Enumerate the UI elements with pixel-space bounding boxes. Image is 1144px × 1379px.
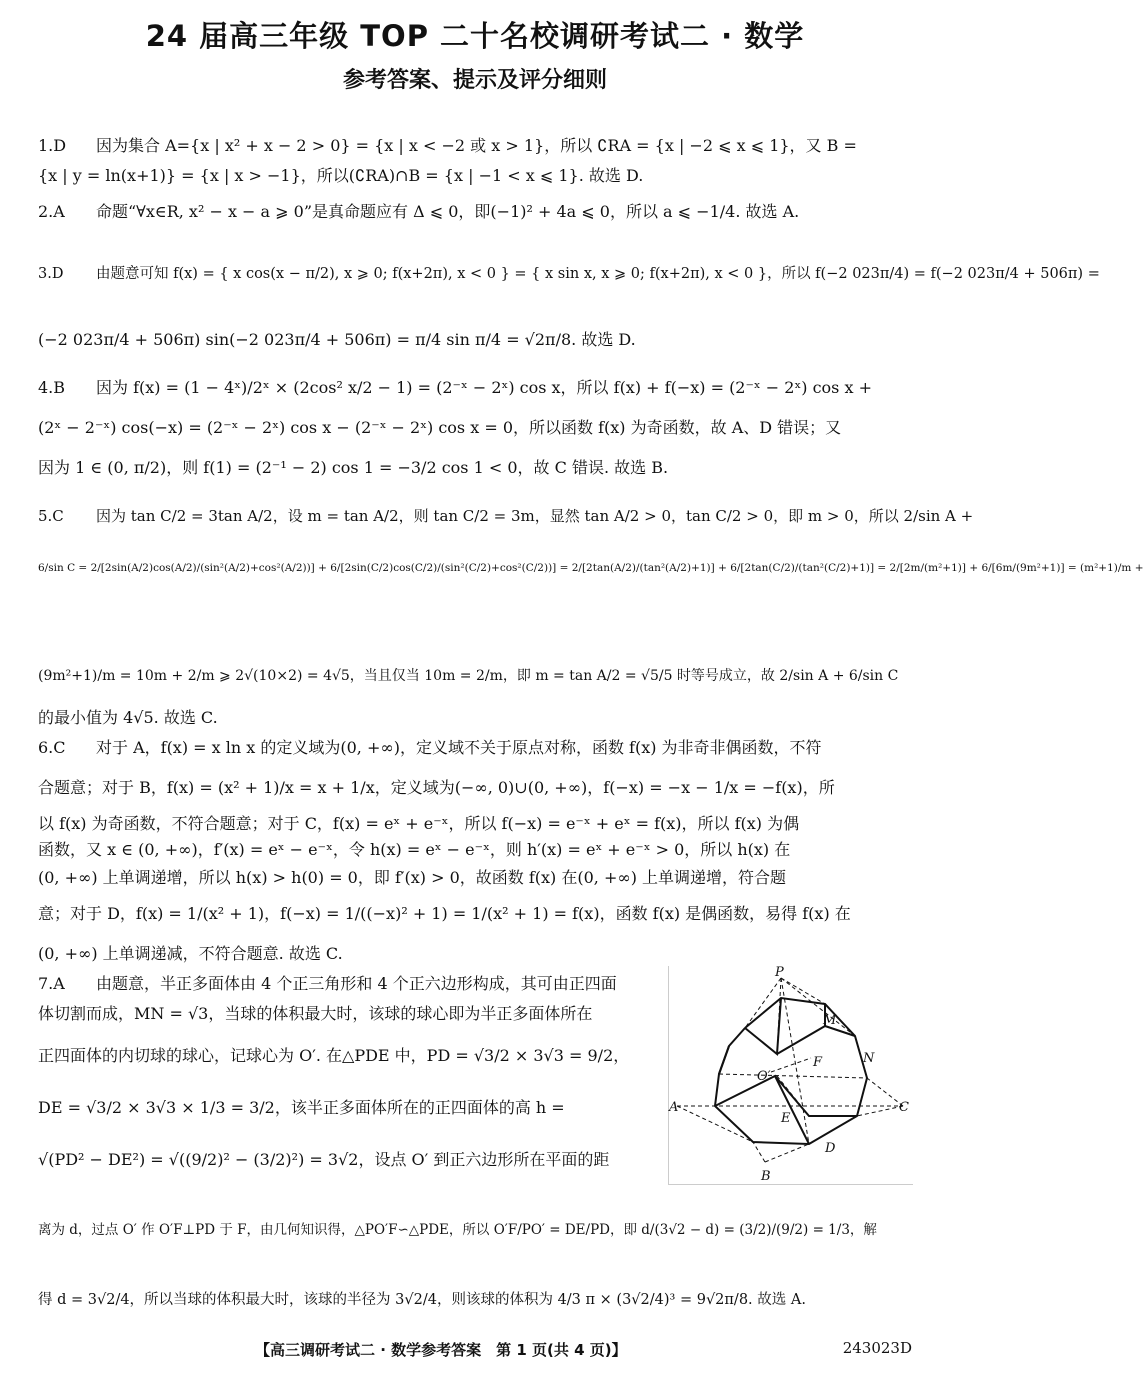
label-N: N	[863, 1051, 875, 1066]
label-P: P	[775, 965, 784, 980]
polyhedron-diagram	[669, 966, 913, 1184]
page-subtitle: 参考答案、提示及评分细则	[342, 68, 607, 93]
question-number: 4.B	[38, 378, 66, 397]
question-number: 2.A	[38, 202, 65, 221]
label-D: D	[825, 1141, 836, 1156]
answer-text: {x | y = ln(x+1)} = {x | x > −1}，所以(∁RA)∩B = {x | −1 < x ⩽ 1}. 故选 D.	[38, 166, 644, 185]
answer-text: 的最小值为 4√5. 故选 C.	[38, 708, 218, 727]
answer-text: 对于 A，f(x) = x ln x 的定义域为(0, +∞)，定义域不关于原点对称，函数 f(x) 为非奇非偶函数，不符	[96, 738, 822, 757]
label-B: B	[761, 1169, 771, 1184]
answer-text: (0, +∞) 上单调递增，所以 h(x) > h(0) = 0，即 f′(x) > 0，故函数 f(x) 在(0, +∞) 上单调递增，符合题	[38, 868, 787, 887]
answer-text: (−2 023π/4 + 506π) sin(−2 023π/4 + 506π) = π/4 sin π/4 = √2π/8. 故选 D.	[38, 330, 636, 349]
answer-text: (9m²+1)/m = 10m + 2/m ⩾ 2√(10×2) = 4√5，当且仅当 10m = 2/m，即 m = tan A/2 = √5/5 时等号成立，故 2/sin A + 6/sin C	[38, 668, 899, 684]
answer-text: 合题意；对于 B，f(x) = (x² + 1)/x = x + 1/x，定义域为(−∞, 0)∪(0, +∞)，f(−x) = −x − 1/x = −f(x)，所	[38, 778, 835, 797]
answer-text: 函数，又 x ∈ (0, +∞)，f′(x) = eˣ − e⁻ˣ，令 h(x) = eˣ − e⁻ˣ，则 h′(x) = eˣ + e⁻ˣ > 0，所以 h(x) 在	[38, 840, 791, 859]
label-A: A	[669, 1100, 679, 1115]
question-number: 7.A	[38, 974, 65, 993]
answer-text: 因为 f(x) = (1 − 4ˣ)/2ˣ × (2cos² x/2 − 1) = (2⁻ˣ − 2ˣ) cos x，所以 f(x) + f(−x) = (2⁻ˣ − 2ˣ) cos x +	[96, 378, 872, 397]
answer-text: 命题“∀x∈R, x² − x − a ⩾ 0”是真命题应有 Δ ⩽ 0，即(−1)² + 4a ⩽ 0，所以 a ⩽ −1/4. 故选 A.	[96, 202, 800, 221]
answer-text: 因为 1 ∈ (0, π/2)，则 f(1) = (2⁻¹ − 2) cos 1 = −3/2 cos 1 < 0，故 C 错误. 故选 B.	[38, 458, 669, 477]
answer-text: 6/sin C = 2/[2sin(A/2)cos(A/2)/(sin²(A/2)+cos²(A/2))] + 6/[2sin(C/2)cos(C/2)/(sin²(C/2)+cos²(C/2))] = 2/[2tan(A/2)/(tan²(A/2)+1)] + 6/[2tan(C/2)/(tan²(C/2)+1)] = 2/[2m/(m²+1)] + 6/[6m/(9m²+1)] = (m²+1)/m +	[38, 562, 1144, 574]
answer-text: 因为 tan C/2 = 3tan A/2，设 m = tan A/2，则 tan C/2 = 3m，显然 tan A/2 > 0，tan C/2 > 0，即 m > 0，所以 2/sin A +	[96, 507, 974, 525]
label-E: E	[781, 1111, 791, 1126]
question-number: 6.C	[38, 738, 66, 757]
answer-text: 正四面体的内切球的球心，记球心为 O′. 在△PDE 中，PD = √3/2 × 3√3 = 9/2，	[38, 1046, 630, 1065]
answer-text: 由题意，半正多面体由 4 个正三角形和 4 个正六边形构成，其可由正四面	[96, 974, 617, 993]
answer-text: 得 d = 3√2/4，所以当球的体积最大时，该球的半径为 3√2/4，则该球的体积为 4/3 π × (3√2/4)³ = 9√2π/8. 故选 A.	[38, 1292, 806, 1308]
answer-text: 意；对于 D，f(x) = 1/(x² + 1)，f(−x) = 1/((−x)² + 1) = 1/(x² + 1) = f(x)，函数 f(x) 是偶函数，易得 f(x) 在	[38, 904, 851, 923]
answer-text: 离为 d，过点 O′ 作 O′F⊥PD 于 F，由几何知识得，△PO′F∽△PDE，所以 O′F/PO′ = DE/PD，即 d/(3√2 − d) = (3/2)/(9/2) = 1/3，解	[38, 1222, 877, 1238]
answer-text: (0, +∞) 上单调递减，不符合题意. 故选 C.	[38, 944, 343, 963]
answer-text: 以 f(x) 为奇函数，不符合题意；对于 C，f(x) = eˣ + e⁻ˣ，所以 f(−x) = e⁻ˣ + eˣ = f(x)，所以 f(x) 为偶	[38, 814, 800, 833]
answer-text: √(PD² − DE²) = √((9/2)² − (3/2)²) = 3√2，设点 O′ 到正六边形所在平面的距	[38, 1150, 610, 1169]
answer-text: 体切割而成，MN = √3，当球的体积最大时，该球的球心即为半正多面体所在	[38, 1004, 593, 1023]
footer-code: 243023D	[842, 1339, 912, 1357]
answer-text: 因为集合 A={x | x² + x − 2 > 0} = {x | x < −2 或 x > 1}，所以 ∁RA = {x | −2 ⩽ x ⩽ 1}，又 B =	[96, 136, 857, 155]
question-number: 5.C	[38, 507, 64, 525]
question-number: 3.D	[38, 266, 64, 282]
polyhedron-figure	[668, 966, 913, 1185]
label-M: M	[823, 1013, 837, 1028]
label-C: C	[899, 1100, 909, 1115]
label-F: F	[813, 1055, 823, 1070]
question-number: 1.D	[38, 136, 67, 155]
page-footer	[0, 1339, 950, 1363]
answer-text: DE = √3/2 × 3√3 × 1/3 = 3/2，该半正多面体所在的正四面体的高 h =	[38, 1098, 565, 1117]
page-title: 24 届高三年级 TOP 二十名校调研考试二 · 数学	[145, 19, 805, 53]
footer-page-info: 【高三调研考试二 · 数学参考答案 第 1 页(共 4 页)】	[255, 1341, 627, 1359]
answer-text: 由题意可知 f(x) = { x cos(x − π/2), x ⩾ 0; f(x+2π), x < 0 } = { x sin x, x ⩾ 0; f(x+2π), x < 0 }，所以 f(−2 023π/4) = f(−2 023π/4 + 506π) =	[96, 266, 1100, 282]
label-O: O′	[757, 1069, 771, 1084]
answer-text: (2ˣ − 2⁻ˣ) cos(−x) = (2⁻ˣ − 2ˣ) cos x − (2⁻ˣ − 2ˣ) cos x = 0，所以函数 f(x) 为奇函数，故 A、D 错误；又	[38, 418, 842, 437]
